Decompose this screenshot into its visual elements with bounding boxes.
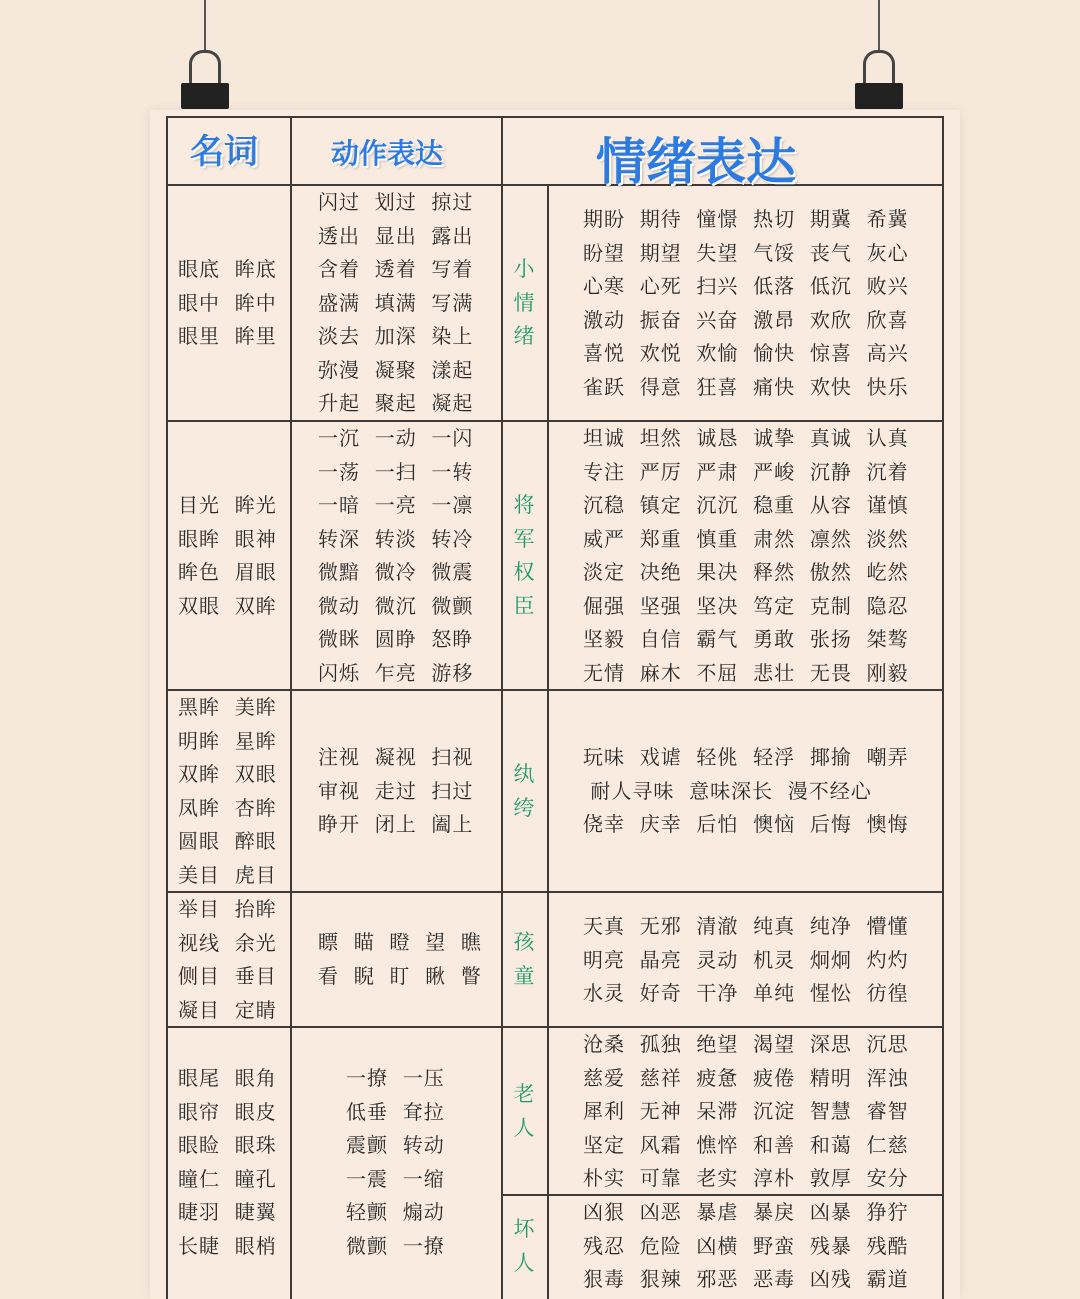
category-label: 孩 童 — [513, 930, 535, 988]
noun-list: 眼尾 眼角 眼帘 眼皮 眼睑 眼珠 瞳仁 瞳孔 睫羽 睫翼 长睫 眼梢 — [178, 1066, 277, 1258]
category-label: 小 情 绪 — [513, 257, 535, 348]
emotion-list: 坦诚 坦然 诚恳 诚挚 真诚 认真 专注 严厉 严肃 严峻 沉静 沉着 沉稳 镇定 沉沉 稳重 从容 谨慎 威严 郑重 慎重 肃然 凛然 淡然 淡定 决绝 果决 释然 傲然 屹然 倔强 坚强 坚决 笃定 克制 隐忍 坚毅 自信 霸气 勇敢 张扬 桀骜 无情 麻木 不屈 悲壮 无畏 刚毅 — [583, 426, 909, 685]
binder-clip-left-icon — [181, 50, 229, 109]
action-list: 闪过 划过 掠过 透出 显出 露出 含着 透着 写着 盛满 填满 写满 淡去 加深 染上 弥漫 凝聚 漾起 升起 聚起 凝起 — [318, 190, 474, 415]
emotion-list-elderly: 沧桑 孤独 绝望 渴望 深思 沉思 慈爱 慈祥 疲惫 疲倦 精明 浑浊 犀利 无神 呆滞 沉淀 智慧 睿智 坚定 风霜 憔悴 和善 和蔼 仁慈 朴实 可靠 老实 淳朴 敦厚 安分 — [583, 1032, 909, 1190]
emotion-list-villain: 凶狠 凶恶 暴虐 暴戾 凶暴 狰狞 残忍 危险 凶横 野蛮 残暴 残酷 狠毒 狠辣 邪恶 恶毒 凶残 霸道 — [583, 1200, 909, 1291]
category-label: 将 军 权 臣 — [513, 493, 535, 618]
emotion-list: 天真 无邪 清澈 纯真 纯净 懵懂 明亮 晶亮 灵动 机灵 炯炯 灼灼 水灵 好奇 干净 单纯 惺忪 彷徨 — [583, 914, 909, 1005]
action-list: 一撩 一压 低垂 耷拉 震颤 转动 一震 一缩 轻颤 煽动 微颤 一撩 — [346, 1066, 445, 1258]
noun-list: 举目 抬眸 视线 余光 侧目 垂目 凝目 定睛 — [178, 897, 277, 1022]
header-noun: 名词 — [190, 132, 258, 172]
action-list: 一沉 一动 一闪 一荡 一扫 一转 一暗 一亮 一凛 转深 转淡 转冷 微黯 微冷 微震 微动 微沉 微颤 微眯 圆睁 怒睁 闪烁 乍亮 游移 — [318, 426, 474, 685]
noun-list: 目光 眸光 眼眸 眼神 眸色 眉眼 双眼 双眸 — [178, 493, 277, 618]
noun-list: 黑眸 美眸 明眸 星眸 双眸 双眼 凤眸 杏眸 圆眼 醉眼 美目 虎目 — [178, 695, 277, 887]
noun-list: 眼底 眸底 眼中 眸中 眼里 眸里 — [178, 257, 277, 348]
header-action: 动作表达 — [331, 137, 444, 170]
hanging-wire-right — [878, 0, 880, 52]
category-label: 纨 绔 — [513, 762, 535, 820]
action-list: 注视 凝视 扫视 审视 走过 扫过 睁开 闭上 阖上 — [318, 745, 474, 836]
emotion-list: 玩味 戏谑 轻佻 轻浮 揶揄 嘲弄 耐人寻味 意味深长 漫不经心 侥幸 庆幸 后怕 懊恼 后悔 懊悔 — [583, 745, 909, 836]
hanging-wire-left — [204, 0, 206, 52]
binder-clip-right-icon — [855, 50, 903, 109]
header-emotion: 情绪表达 — [596, 133, 796, 191]
emotion-list: 期盼 期待 憧憬 热切 期冀 希冀 盼望 期望 失望 气馁 丧气 灰心 心寒 心死 扫兴 低落 低沉 败兴 激动 振奋 兴奋 激昂 欢欣 欣喜 喜悦 欢悦 欢愉 愉快 惊喜 高兴 雀跃 得意 狂喜 痛快 欢快 快乐 — [583, 207, 909, 399]
category-label-villain: 坏 人 — [513, 1217, 535, 1275]
action-list: 瞟 瞄 瞪 望 瞧 看 睨 盯 瞅 瞥 — [318, 930, 482, 988]
category-label-elderly: 老 人 — [513, 1082, 535, 1140]
